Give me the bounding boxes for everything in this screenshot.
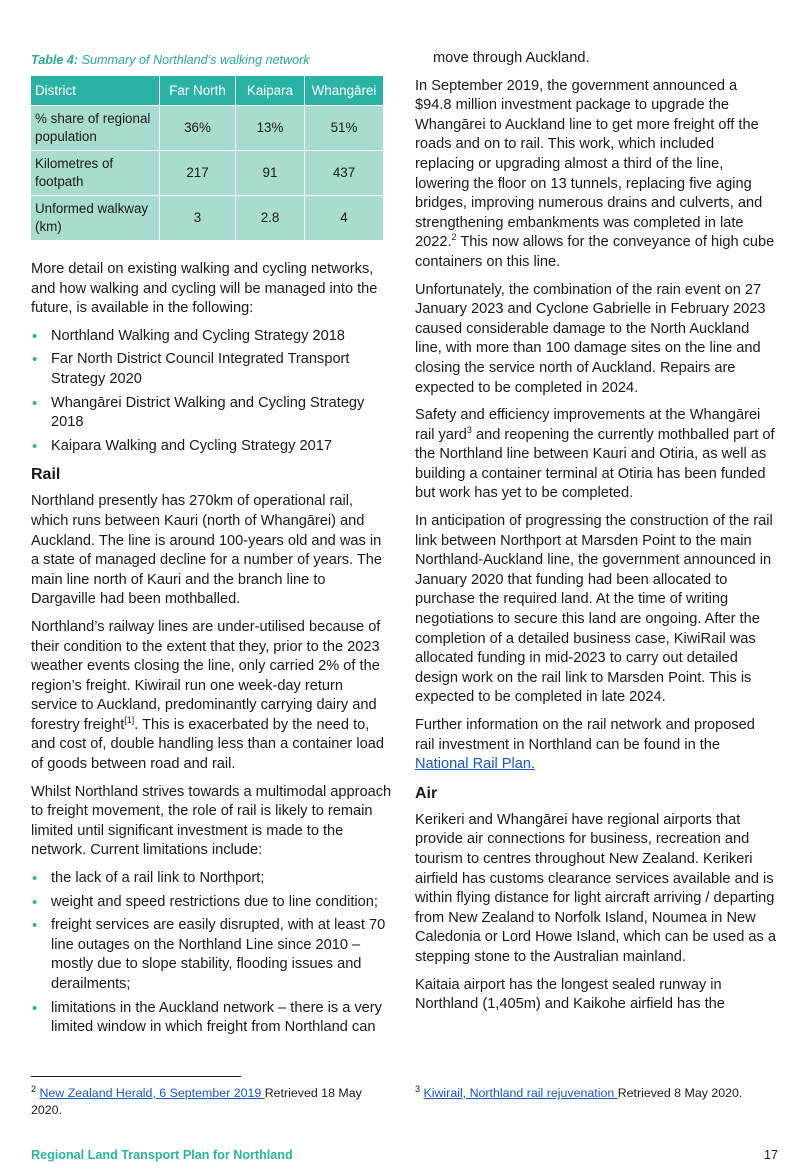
left-column [31, 260, 393, 1044]
footnote-3-number: 3 [415, 1083, 421, 1094]
table-cell: 437 [305, 151, 384, 196]
row-label: % share of regional population [31, 106, 160, 151]
table-header-row [31, 76, 384, 106]
footnote-2-retrieved: Retrieved 18 May 2020. [31, 1086, 362, 1117]
footnote-3-retrieved: Retrieved 8 May 2020. [617, 1086, 743, 1100]
list-item: • Far North District Council Integrated Transport Strategy 2020 [31, 350, 393, 389]
header-kaipara: Kaipara [236, 76, 305, 106]
footnote-3 [415, 1085, 785, 1102]
nz-herald-link[interactable]: New Zealand Herald, 6 September 2019 [39, 1086, 265, 1100]
table-cell: 36% [160, 106, 236, 151]
table-cell: 4 [305, 196, 384, 241]
strategy-list [31, 327, 393, 457]
footnote-ref-3: 3 [466, 424, 472, 435]
p1-text-b: This now allows for the conveyance of high cube containers on this line. [415, 234, 775, 270]
list-item: • Whangārei District Walking and Cycling Strategy 2018 [31, 394, 393, 433]
table-row [31, 106, 384, 151]
page-number: 17 [764, 1148, 779, 1162]
rail-link-paragraph: In anticipation of progressing the construction of the rail link between Northport at Marsden Point to the main Northland-Auckland line, the government announced in January 2020 that funding had been allocated to purchase the required land. At the time of writing negotiations to secure this land are ongoing. After the completion of a detailed business case, KiwiRail was allocated funding in mid-2023 to carry out detailed design work on the rail link to Marsden Point. This is expected to be completed in late 2024. [415, 513, 773, 706]
weather-damage-paragraph: Unfortunately, the combination of the rain event on 27 January 2023 and Cyclone Gabrielle in February 2023 caused considerable damage to the North Auckland line, with more than 100 damage sites on the line and closing the service north of Auckland. Repairs are expected to be completed in 2024. [415, 281, 766, 396]
kiwirail-link[interactable]: Kiwirail, Northland rail rejuvenation [423, 1086, 618, 1100]
national-rail-plan-link[interactable]: National Rail Plan. [415, 756, 536, 773]
table-cell: 13% [236, 106, 305, 151]
footnote-ref-2: 2 [451, 232, 457, 243]
list-item: • the lack of a rail link to Northport; [31, 869, 393, 889]
list-item: • freight services are easily disrupted, with at least 70 line outages on the Northland Line since 2010 – mostly due to slope stability, flooding issues and derailments; [31, 916, 393, 994]
table-cell: 2.8 [236, 196, 305, 241]
rail-investment-paragraph [415, 77, 777, 273]
list-item: • weight and speed restrictions due to line condition; [31, 893, 393, 913]
header-whangarei: Whangārei [305, 76, 384, 106]
list-item: • Kaipara Walking and Cycling Strategy 2017 [31, 437, 393, 457]
table-cell: 91 [236, 151, 305, 196]
footnote-divider [31, 1076, 241, 1077]
p3-text-b: and reopening the currently mothballed part of the Northland line between Kauri and Otiria, as well as building a container terminal at Otiria has been funded but work has yet to be completed. [415, 426, 775, 502]
list-item: • Northland Walking and Cycling Strategy 2018 [31, 327, 393, 347]
footer-title: Regional Land Transport Plan for Northland [31, 1148, 293, 1162]
rail-paragraph-3: Whilst Northland strives towards a multimodal approach to freight movement, the role of rail is likely to remain limited until significant investment is made to the network. Current limitations include: [31, 783, 392, 859]
rail-paragraph-1: Northland presently has 270km of operational rail, which runs between Kauri (north of Whangārei) and Auckland. The line is around 100-years old and was in a state of managed decline for a number of years. The main line north of Kauri and the branch line to Dargaville had been mothballed. [31, 493, 382, 608]
continuation-text: move through Auckland. [433, 50, 590, 66]
rail-p2-text-b: . This is exacerbated by the need to, and cost of, double handling less than a container load of goods between road and rail. [31, 716, 384, 773]
footnote-ref-1: [1] [124, 715, 135, 726]
rail-paragraph-2 [31, 618, 393, 775]
walking-network-table [30, 75, 384, 241]
table-cell: 3 [160, 196, 236, 241]
rail-heading: Rail [31, 466, 61, 484]
walking-intro-paragraph: More detail on existing walking and cycling networks, and how walking and cycling will be managed into the future, is available in the following: [31, 261, 378, 317]
list-item: • limitations in the Auckland network – there is a very limited window in which freight from Northland can [31, 999, 393, 1038]
air-paragraph-2: Kaitaia airport has the longest sealed runway in Northland (1,405m) and Kaikohe airfield has the [415, 976, 725, 1013]
footnote-2 [31, 1085, 393, 1119]
rail-p2-text-a: Northland’s railway lines are under-utilised because of their condition to the extent that they, prior to the 2023 weather events closing the line, only carried 2% of the region’s freight. Kiwirail run one week-day return service to Auckland, predominantly carrying dairy and forestry freight [31, 618, 381, 733]
p1-text-a: In September 2019, the government announced a $94.8 million investment package to upgrade the Whangārei to Auckland line to get more freight off the roads and on to rail. This work, which included replacing or upgrading almost a third of the line, lowering the floor on 13 tunnels, replacing five aging bridges, improving numerous drains and culverts, and strengthening embankments was completed in late 2022. [415, 77, 763, 251]
header-far-north: Far North [160, 76, 236, 106]
row-label: Unformed walkway (km) [31, 196, 160, 241]
footnote-2-number: 2 [31, 1083, 37, 1094]
p3-text-a: Safety and efficiency improvements at the Whangārei rail yard [415, 407, 761, 443]
p5-text: Further information on the rail network and proposed rail investment in Northland can be found in the [415, 717, 755, 753]
table-cell: 217 [160, 151, 236, 196]
air-paragraph-1: Kerikeri and Whangārei have regional airports that provide air connections for business, recreation and tourism to centres throughout New Zealand. Kerikeri airfield has customs clearance services available and is within flying distance for light aircraft arriving / departing from New Zealand to Norfolk Island, Noumea in New Caledonia or Lord Howe Island, which can be used as a stepping stone to the Australian mainland. [415, 811, 777, 965]
table-row [31, 196, 384, 241]
table-caption-label: Table 4: [31, 53, 79, 67]
table-caption-text: Summary of Northland’s walking network [81, 53, 310, 67]
row-label: Kilometres of footpath [31, 151, 160, 196]
rail-yard-paragraph [415, 406, 777, 504]
table-caption [31, 51, 310, 71]
air-heading: Air [415, 784, 438, 802]
further-info-paragraph [415, 716, 777, 775]
header-district: District [31, 76, 160, 106]
table-cell: 51% [305, 106, 384, 151]
table-row [31, 151, 384, 196]
right-column [415, 49, 777, 1023]
limitations-list [31, 869, 393, 1038]
